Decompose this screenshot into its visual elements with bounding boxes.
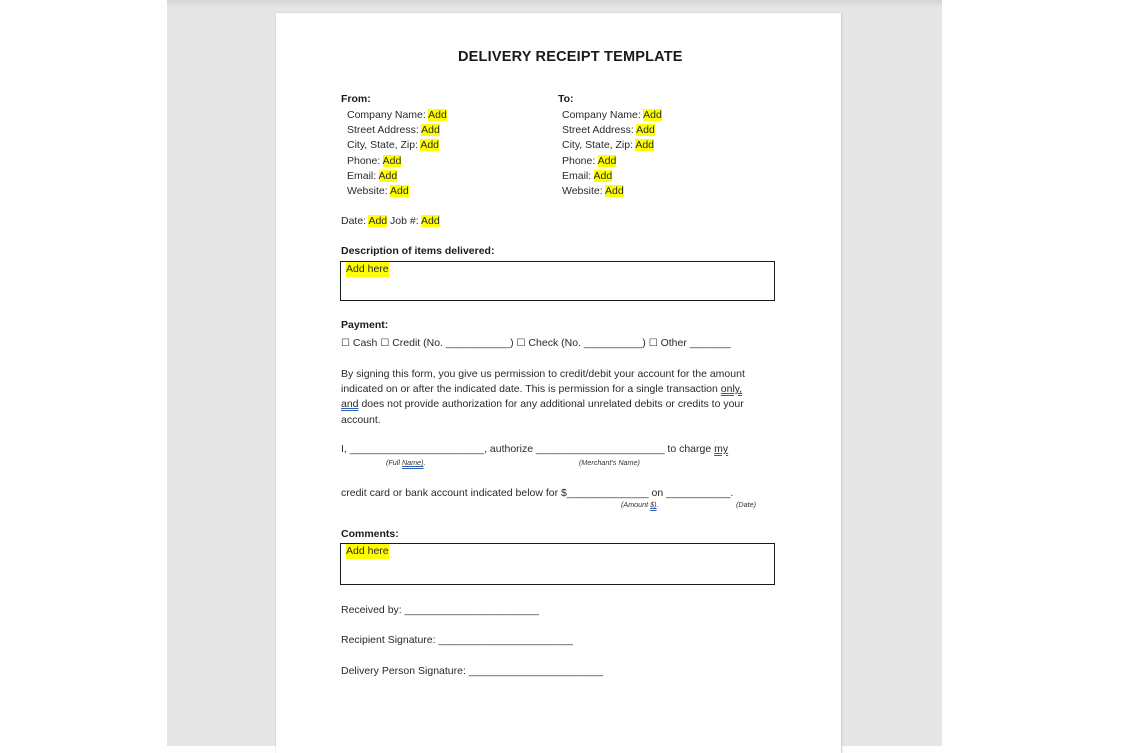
to-street-address-value[interactable]: Add — [636, 124, 655, 137]
date-job-line: Date: Add Job #: Add — [341, 215, 440, 227]
authorization-line-4: account. — [341, 413, 381, 426]
from-phone-value[interactable]: Add — [382, 154, 402, 167]
authorization-line-2: indicated on or after the indicated date. This is permission for a single transaction only, — [341, 383, 743, 396]
document-page — [276, 13, 841, 753]
payment-heading: Payment: — [341, 319, 389, 331]
to-company-name: Company Name: Add — [562, 109, 662, 121]
authorization-paragraph — [341, 367, 745, 428]
date-value[interactable]: Add — [368, 215, 388, 227]
from-website-value[interactable]: Add — [390, 185, 409, 198]
authorization-only: only, — [720, 383, 743, 396]
from-fields — [347, 108, 447, 199]
merchant-name-caption: (Merchant's Name) — [579, 458, 640, 467]
other-label: Other _______ — [657, 337, 731, 349]
cash-checkbox[interactable]: ☐ — [341, 338, 350, 349]
to-city-state-zip-value[interactable]: Add — [635, 139, 655, 152]
to-heading: To: — [558, 93, 574, 105]
to-street-address: Street Address: Add — [562, 124, 655, 137]
amount-caption: (Amount $). — [621, 500, 659, 509]
from-heading: From: — [341, 93, 371, 105]
payment-options — [341, 336, 731, 351]
other-checkbox[interactable]: ☐ — [648, 338, 658, 349]
description-box[interactable] — [340, 261, 775, 301]
authorize-my: my — [714, 443, 729, 455]
from-street-address-value[interactable]: Add — [421, 124, 440, 137]
to-website-value[interactable]: Add — [605, 185, 624, 198]
to-phone-value[interactable]: Add — [597, 154, 617, 167]
from-city-state-zip: City, State, Zip: Add — [347, 139, 440, 152]
to-city-state-zip: City, State, Zip: Add — [562, 139, 655, 152]
comments-heading: Comments: — [341, 528, 399, 540]
authorization-line-3: and does not provide authorization for any additional unrelated debits or credits to your — [341, 398, 744, 411]
from-phone: Phone: Add — [347, 154, 402, 167]
full-name-caption: (Full Name). — [386, 458, 426, 467]
to-email-value[interactable]: Add — [593, 169, 613, 182]
from-company-name-value[interactable]: Add — [428, 109, 447, 121]
description-heading: Description of items delivered: — [341, 245, 495, 257]
authorize-line: I, _______________________, authorize ______________________ to charge my — [341, 443, 729, 455]
description-placeholder[interactable]: Add here — [346, 262, 389, 277]
to-company-name-value[interactable]: Add — [643, 109, 662, 121]
to-website: Website: Add — [562, 185, 624, 198]
amount-line: credit card or bank account indicated below for $______________ on ___________. — [341, 487, 734, 499]
comments-box[interactable] — [340, 543, 775, 585]
to-fields — [562, 108, 662, 199]
authorization-line-1: By signing this form, you give us permission to credit/debit your account for the amount — [341, 368, 745, 380]
from-company-name: Company Name: Add — [347, 109, 447, 121]
credit-checkbox[interactable]: ☐ — [380, 338, 390, 349]
delivery-person-signature-line[interactable]: Delivery Person Signature: _______________________ — [341, 665, 604, 677]
from-email-value[interactable]: Add — [378, 169, 398, 182]
authorization-and: and — [341, 398, 359, 411]
comments-placeholder[interactable]: Add here — [346, 544, 389, 559]
recipient-signature-line[interactable]: Recipient Signature: _______________________ — [341, 634, 573, 646]
check-checkbox[interactable]: ☐ — [516, 338, 526, 349]
cash-label: Cash — [349, 337, 381, 349]
check-label: Check (No. __________) — [525, 337, 649, 349]
received-by-line[interactable]: Received by: _______________________ — [341, 604, 539, 616]
job-number-value[interactable]: Add — [420, 215, 440, 227]
document-title: DELIVERY RECEIPT TEMPLATE — [458, 49, 683, 65]
to-phone: Phone: Add — [562, 154, 617, 167]
from-email: Email: Add — [347, 169, 398, 182]
from-street-address: Street Address: Add — [347, 124, 440, 137]
from-website: Website: Add — [347, 185, 409, 198]
credit-label: Credit (No. ___________) — [389, 337, 517, 349]
viewer-top-edge — [167, 0, 942, 8]
from-city-state-zip-value[interactable]: Add — [420, 139, 440, 152]
date-caption: (Date) — [736, 500, 756, 509]
to-email: Email: Add — [562, 169, 613, 182]
